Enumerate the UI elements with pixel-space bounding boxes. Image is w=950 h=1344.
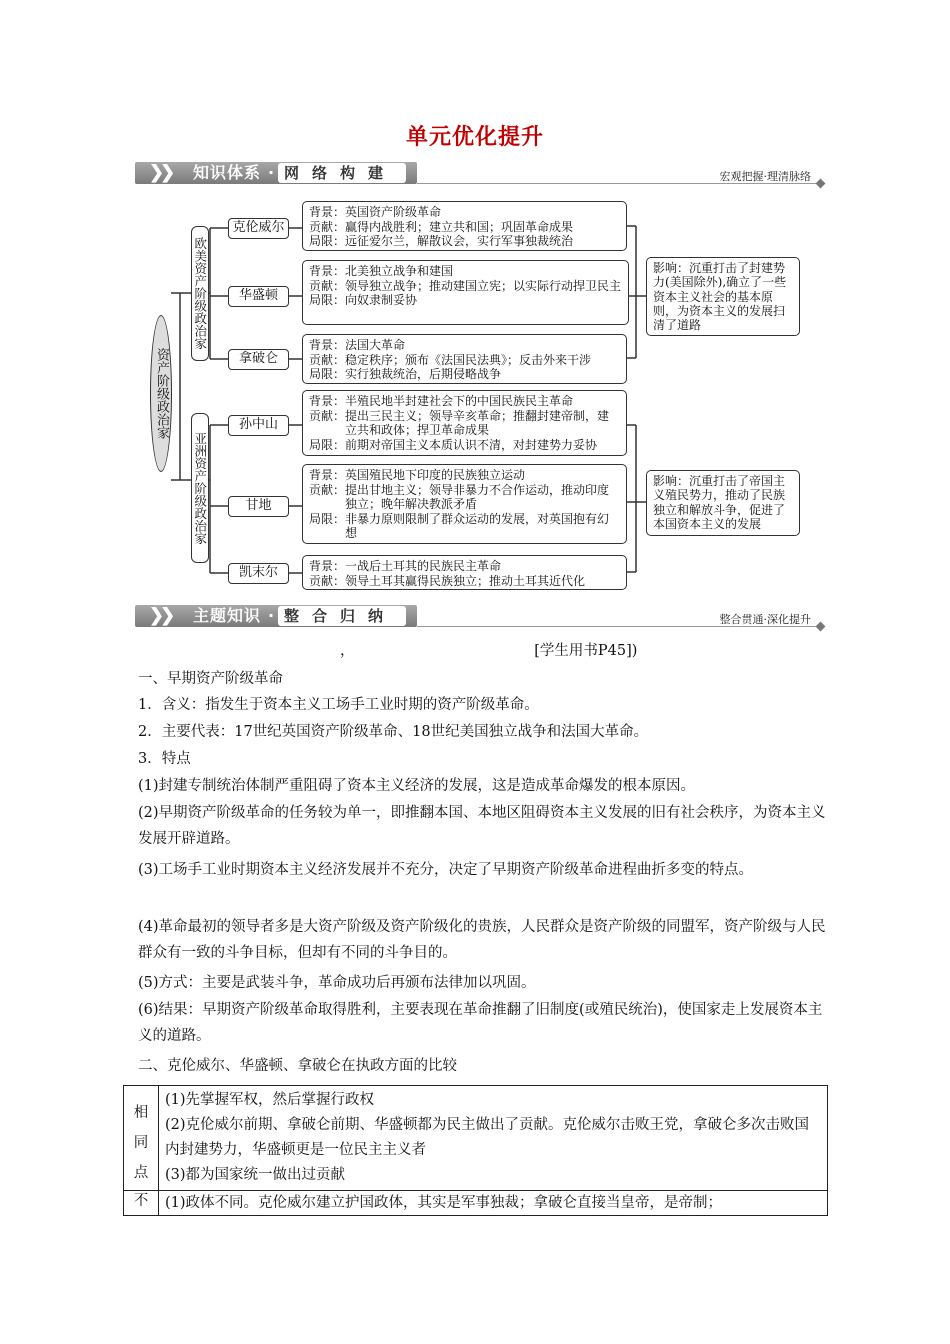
person-node-cromwell: 克伦威尔 <box>228 218 289 239</box>
table-row <box>124 1191 828 1216</box>
detail-line: 局限：向奴隶制妥协 <box>309 293 418 307</box>
detail-line: 局限：远征爱尔兰，解散议会，实行军事独裁统治 <box>309 234 574 248</box>
page-title: 单元优化提升 <box>405 124 544 150</box>
person-node-washington: 华盛顿 <box>228 286 289 307</box>
person-node-sun-yat-sen: 孙中山 <box>228 415 289 436</box>
detail-box-gandhi <box>302 464 627 544</box>
banner-tagline: 整合贯通·深化提升 <box>719 613 811 626</box>
banner-title: 主题知识 <box>193 606 262 625</box>
banner-title: 知识体系 <box>193 163 262 182</box>
impact-box-asian: 影响：沉重打击了帝国主义殖民势力，推动了民族独立和解放斗争，促进了本国资本主义的发展 <box>646 470 800 536</box>
table-cell-line: (2)克伦威尔前期、拿破仑前期、华盛顿都为民主做出了贡献。克伦威尔击败王党，拿破仑多次击败国内封建势力，华盛顿更是一位民主主义者 <box>165 1117 810 1158</box>
detail-line: 贡献：提出甘地主义；领导非暴力不合作运动，推动印度独立；晚年解决教派矛盾 <box>309 482 610 511</box>
comparison-table <box>123 1085 828 1216</box>
paragraph-feature-3: (3)工场手工业时期资本主义经济发展并不充分，决定了早期资产阶级革命进程曲折多变的特点。 <box>138 862 754 878</box>
section-heading-1: 一、早期资产阶级革命 <box>138 671 283 687</box>
detail-line: 局限：前期对帝国主义本质认识不清，对封建势力妥协 <box>309 437 598 452</box>
chevron-icon: ❯❯ <box>149 605 172 626</box>
paragraph-feature-5: (5)方式：主要是武装斗争，革命成功后再颁布法律加以巩固。 <box>138 975 536 991</box>
detail-box-ataturk <box>302 555 627 590</box>
root-node: 资产阶级政治家 <box>150 315 172 472</box>
detail-box-cromwell <box>302 201 627 251</box>
detail-line: 背景：一战后土耳其的民族民主革命 <box>309 559 502 573</box>
banner-dot: · <box>268 163 276 182</box>
detail-line: 贡献：领导独立战争；推动建国立宪；以实际行动捍卫民主 <box>309 278 622 293</box>
table-row <box>124 1086 828 1191</box>
group-node-western: 欧美资产阶级政治家 <box>191 226 209 361</box>
banner-dot: · <box>268 606 276 625</box>
detail-line: 贡献：领导土耳其赢得民族独立；推动土耳其近代化 <box>309 573 586 588</box>
detail-line: 贡献：提出三民主义；领导辛亥革命；推翻封建帝制，建立共和政体；捍卫革命成果 <box>309 408 610 437</box>
detail-box-sun-yat-sen <box>302 390 627 456</box>
paragraph-feature-4: (4)革命最初的领导者多是大资产阶级及资产阶级化的贵族，人民群众是资产阶级的同盟军，资产阶级与人民群众有一致的斗争目标，但却有不同的斗争目的。 <box>138 919 826 961</box>
detail-line: 局限：非暴力原则限制了群众运动的发展，对英国抱有幻想 <box>309 511 610 540</box>
detail-box-napoleon <box>302 334 627 384</box>
detail-line: 背景：英国资产阶级革命 <box>309 205 442 219</box>
detail-line: 背景：法国大革命 <box>309 338 406 352</box>
person-node-gandhi: 甘地 <box>228 496 289 517</box>
row-body-similarities <box>159 1086 828 1191</box>
person-node-napoleon: 拿破仑 <box>228 349 289 370</box>
source-note: ， [学生用书P45]) <box>340 643 638 659</box>
paragraph-features-heading: 3．特点 <box>138 751 191 767</box>
paragraph-feature-6: (6)结果：早期资产阶级革命取得胜利，主要表现在革命推翻了旧制度(或殖民统治)，使国家走上发展资本主义的道路。 <box>138 1002 823 1044</box>
detail-line: 贡献：赢得内战胜利；建立共和国；巩固革命成果 <box>309 219 574 234</box>
section-banner-themes <box>135 605 825 635</box>
banner-subtitle: 整合归纳 <box>284 607 397 625</box>
detail-line: 贡献：稳定秩序；颁布《法国民法典》；反击外来干涉 <box>309 352 592 367</box>
row-header-differences: 不 <box>124 1191 159 1216</box>
group-node-asian: 亚洲资产阶级政治家 <box>191 413 209 563</box>
detail-box-washington <box>302 260 629 325</box>
impact-box-western: 影响：沉重打击了封建势力(美国除外),确立了一些资本主义社会的基本原则，为资本主义的发展扫清了道路 <box>646 257 800 336</box>
banner-subtitle-tiles <box>278 606 408 626</box>
row-body-differences <box>159 1191 828 1216</box>
banner-subtitle: 网络构建 <box>284 164 397 182</box>
paragraph-feature-1: (1)封建专制统治体制严重阻碍了资本主义经济的发展，这是造成革命爆发的根本原因。 <box>138 778 696 794</box>
table-cell-line: (1)先掌握军权，然后掌握行政权 <box>165 1092 375 1108</box>
chevron-icon: ❯❯ <box>149 162 172 183</box>
detail-line: 背景：半殖民地半封建社会下的中国民族民主革命 <box>309 394 574 408</box>
detail-line: 局限：实行独裁统治，后期侵略战争 <box>309 367 502 381</box>
detail-line: 背景：英国殖民地下印度的民族独立运动 <box>309 468 526 482</box>
diamond-icon <box>816 622 826 632</box>
row-header-similarities: 相同点 <box>124 1086 159 1191</box>
table-cell-line: (1)政体不同。克伦威尔建立护国政体，其实是军事独裁；拿破仑直接当皇帝，是帝制； <box>165 1195 723 1211</box>
person-node-ataturk: 凯末尔 <box>228 563 289 584</box>
paragraph-definition: 1．含义：指发生于资本主义工场手工业时期的资产阶级革命。 <box>138 697 539 713</box>
banner-tagline: 宏观把握·理清脉络 <box>719 170 811 183</box>
paragraph-feature-2: (2)早期资产阶级革命的任务较为单一，即推翻本国、本地区阻碍资本主义发展的旧有社会秩序，为资本主义发展开辟道路。 <box>138 805 826 847</box>
paragraph-representatives: 2．主要代表：17世纪英国资产阶级革命、18世纪美国独立战争和法国大革命。 <box>138 724 649 740</box>
knowledge-network-diagram <box>0 0 950 600</box>
table-cell-line: (3)都为国家统一做出过贡献 <box>165 1167 346 1183</box>
section-heading-2: 二、克伦威尔、华盛顿、拿破仑在执政方面的比较 <box>138 1058 457 1074</box>
detail-line: 背景：北美独立战争和建国 <box>309 264 454 278</box>
